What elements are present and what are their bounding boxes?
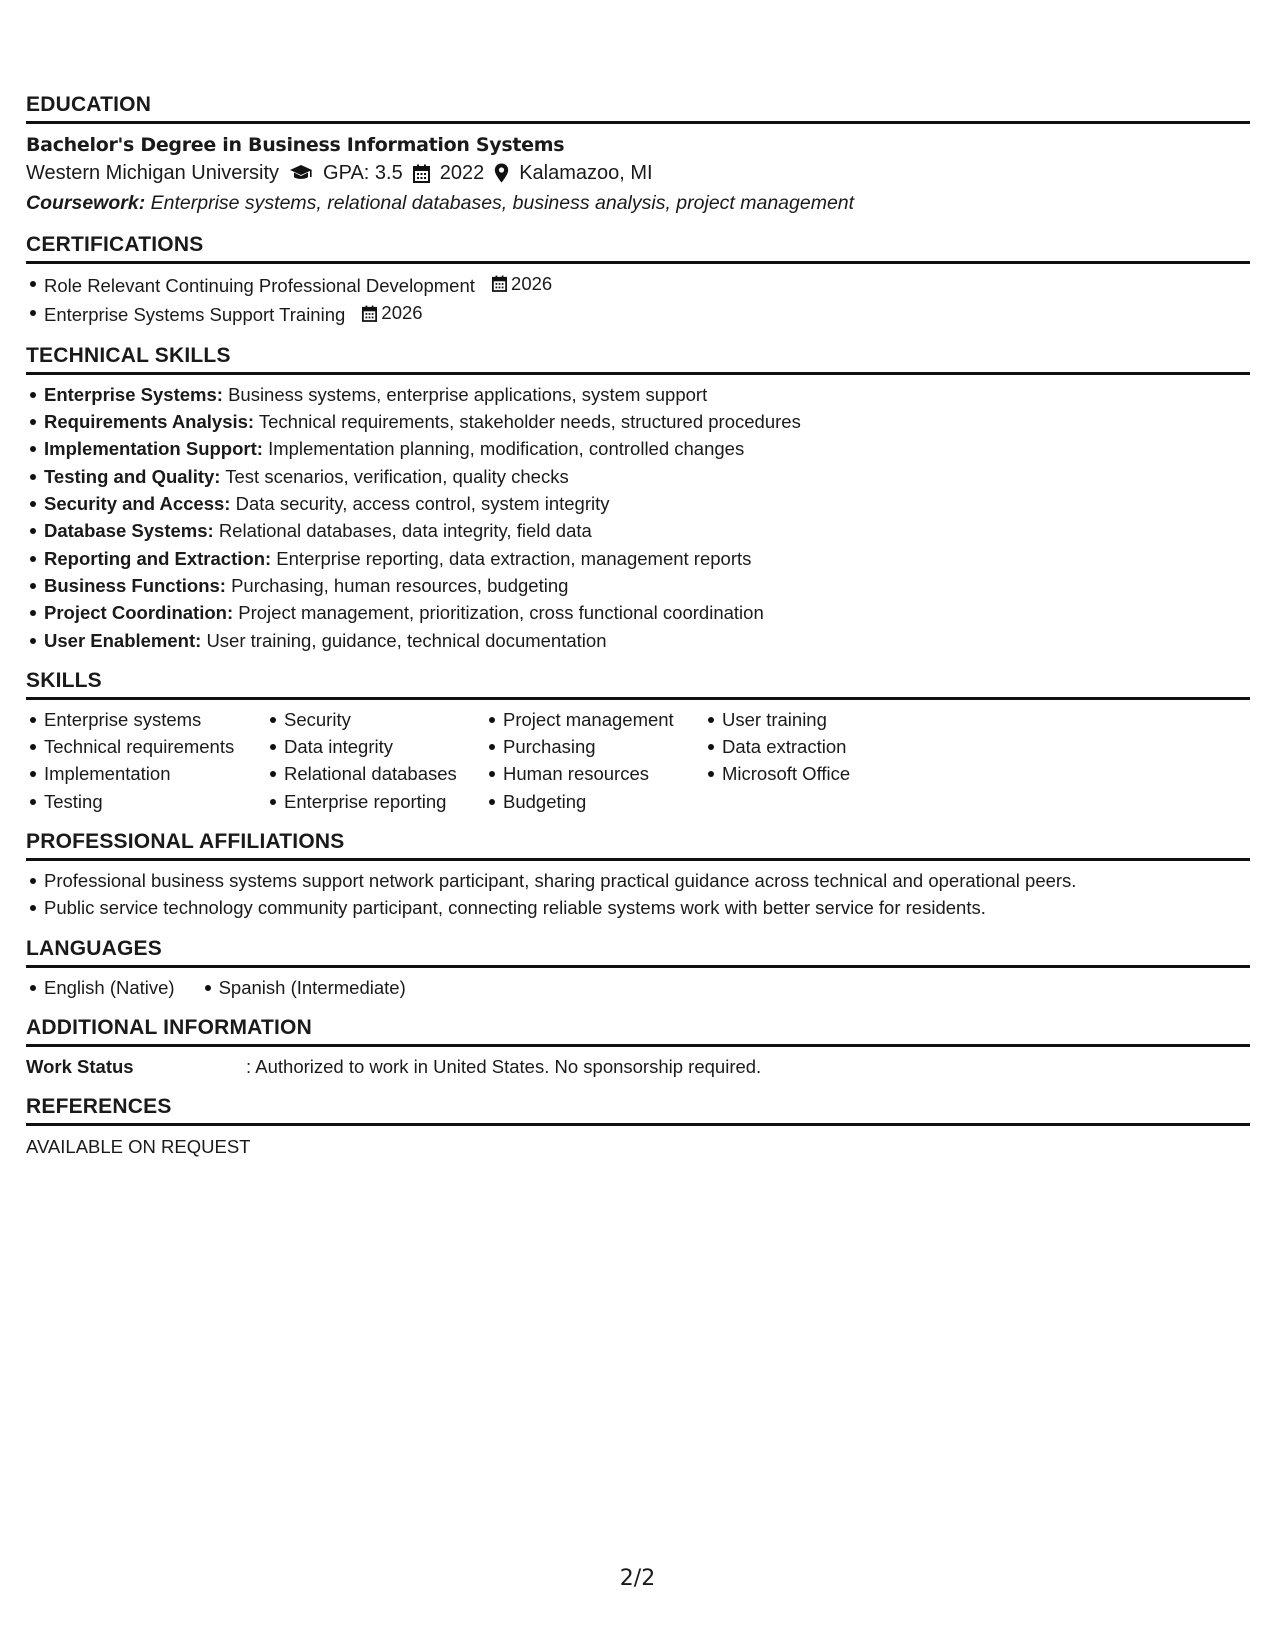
calendar-icon xyxy=(492,275,507,292)
skills-column xyxy=(503,706,722,815)
technical-skill-item xyxy=(44,408,1250,435)
graduation-cap-icon xyxy=(289,164,313,182)
skill-item: Data integrity xyxy=(284,733,503,760)
skill-category: Requirements Analysis: xyxy=(44,411,255,433)
certification-name: Role Relevant Continuing Professional Development xyxy=(44,275,475,297)
technical-skill-item xyxy=(44,435,1250,462)
work-status-row xyxy=(26,1053,1250,1080)
skill-item: Budgeting xyxy=(503,788,722,815)
skills-column xyxy=(284,706,503,815)
skills-column xyxy=(722,706,942,815)
technical-skill-item xyxy=(44,381,1250,408)
skill-category: Security and Access: xyxy=(44,493,231,515)
certification-date xyxy=(362,299,422,326)
languages-heading: LANGUAGES xyxy=(26,936,1250,968)
technical-skill-item xyxy=(44,463,1250,490)
skill-details: Relational databases, data integrity, field data xyxy=(218,520,592,542)
certifications-heading: CERTIFICATIONS xyxy=(26,232,1250,264)
skill-details: Test scenarios, verification, quality checks xyxy=(225,465,569,487)
technical-skills-section xyxy=(26,343,1250,654)
work-status-value: : Authorized to work in United States. No sponsorship required. xyxy=(246,1055,762,1077)
affiliations-list xyxy=(26,867,1250,922)
gpa: GPA: 3.5 xyxy=(323,162,403,184)
education-section xyxy=(26,92,1250,218)
coursework-text: Enterprise systems, relational databases, business analysis, project management xyxy=(150,192,855,214)
map-pin-icon xyxy=(494,163,509,183)
skills-heading: SKILLS xyxy=(26,668,1250,700)
skill-details: Project management, prioritization, cross functional coordination xyxy=(238,602,764,624)
skill-item: Implementation xyxy=(44,760,284,787)
skill-item: Security xyxy=(284,706,503,733)
skill-category: Business Functions: xyxy=(44,574,226,596)
languages-list xyxy=(26,974,1250,1001)
technical-skill-item xyxy=(44,599,1250,626)
certification-item xyxy=(44,299,1250,328)
references-section xyxy=(26,1094,1250,1160)
skill-details: Implementation planning, modification, controlled changes xyxy=(268,438,745,460)
skill-item: Human resources xyxy=(503,760,722,787)
skill-details: Technical requirements, stakeholder needs, structured procedures xyxy=(258,411,801,433)
school-name: Western Michigan University xyxy=(26,162,280,184)
language-item: English (Native) xyxy=(44,974,175,1001)
skills-grid xyxy=(26,706,1250,815)
coursework xyxy=(26,188,1250,218)
language-item: Spanish (Intermediate) xyxy=(219,974,406,1001)
skill-category: Project Coordination: xyxy=(44,602,234,624)
skill-category: Testing and Quality: xyxy=(44,465,221,487)
technical-skills-list xyxy=(26,381,1250,654)
certification-year: 2026 xyxy=(381,302,423,324)
certification-item xyxy=(44,270,1250,299)
calendar-icon xyxy=(362,305,377,322)
skill-category: Enterprise Systems: xyxy=(44,383,223,405)
page-number: 2/2 xyxy=(619,1566,656,1591)
references-text: AVAILABLE ON REQUEST xyxy=(26,1135,251,1157)
affiliations-heading: PROFESSIONAL AFFILIATIONS xyxy=(26,829,1250,861)
skill-details: Purchasing, human resources, budgeting xyxy=(231,574,569,596)
technical-skill-item xyxy=(44,572,1250,599)
technical-skills-heading: TECHNICAL SKILLS xyxy=(26,343,1250,375)
affiliation-item: Public service technology community participant, connecting reliable systems work with better service for residents. xyxy=(44,894,1250,921)
education-meta xyxy=(26,158,1250,188)
affiliations-section xyxy=(26,829,1250,922)
resume-page xyxy=(26,92,1250,1174)
graduation-year: 2022 xyxy=(439,162,485,184)
certifications-section xyxy=(26,232,1250,329)
skill-details: Data security, access control, system integrity xyxy=(235,493,610,515)
skill-item: Technical requirements xyxy=(44,733,284,760)
skills-section xyxy=(26,668,1250,815)
skill-item: Testing xyxy=(44,788,284,815)
additional-info-section xyxy=(26,1015,1250,1080)
skill-category: Database Systems: xyxy=(44,520,214,542)
certification-year: 2026 xyxy=(511,273,553,294)
location: Kalamazoo, MI xyxy=(519,162,653,184)
skill-item: Project management xyxy=(503,706,722,733)
education-heading: EDUCATION xyxy=(26,92,1250,124)
skill-item: User training xyxy=(722,706,942,733)
skill-item: Purchasing xyxy=(503,733,722,760)
affiliation-item: Professional business systems support network participant, sharing practical guidance across technical and operational peers. xyxy=(44,867,1250,894)
skill-category: Reporting and Extraction: xyxy=(44,547,272,569)
certifications-list xyxy=(26,270,1250,329)
additional-info-heading: ADDITIONAL INFORMATION xyxy=(26,1015,1250,1047)
skill-details: Business systems, enterprise applications, system support xyxy=(228,383,708,405)
skill-item: Data extraction xyxy=(722,733,942,760)
skill-details: User training, guidance, technical documentation xyxy=(206,629,607,651)
references-heading: REFERENCES xyxy=(26,1094,1250,1126)
coursework-label: Coursework: xyxy=(26,192,146,214)
skill-details: Enterprise reporting, data extraction, management reports xyxy=(276,547,752,569)
skill-item: Microsoft Office xyxy=(722,760,942,787)
skill-item: Relational databases xyxy=(284,760,503,787)
skills-column xyxy=(44,706,284,815)
calendar-icon xyxy=(413,164,430,183)
technical-skill-item xyxy=(44,517,1250,544)
skill-item: Enterprise systems xyxy=(44,706,284,733)
work-status-label: Work Status xyxy=(26,1055,134,1077)
technical-skill-item xyxy=(44,627,1250,654)
degree-title: Bachelor's Degree in Business Information Systems xyxy=(26,134,565,156)
certification-name: Enterprise Systems Support Training xyxy=(44,304,346,326)
technical-skill-item xyxy=(44,545,1250,572)
skill-item: Enterprise reporting xyxy=(284,788,503,815)
languages-section xyxy=(26,936,1250,1001)
certification-date xyxy=(492,270,552,297)
technical-skill-item xyxy=(44,490,1250,517)
skill-category: User Enablement: xyxy=(44,629,202,651)
skill-category: Implementation Support: xyxy=(44,438,263,460)
